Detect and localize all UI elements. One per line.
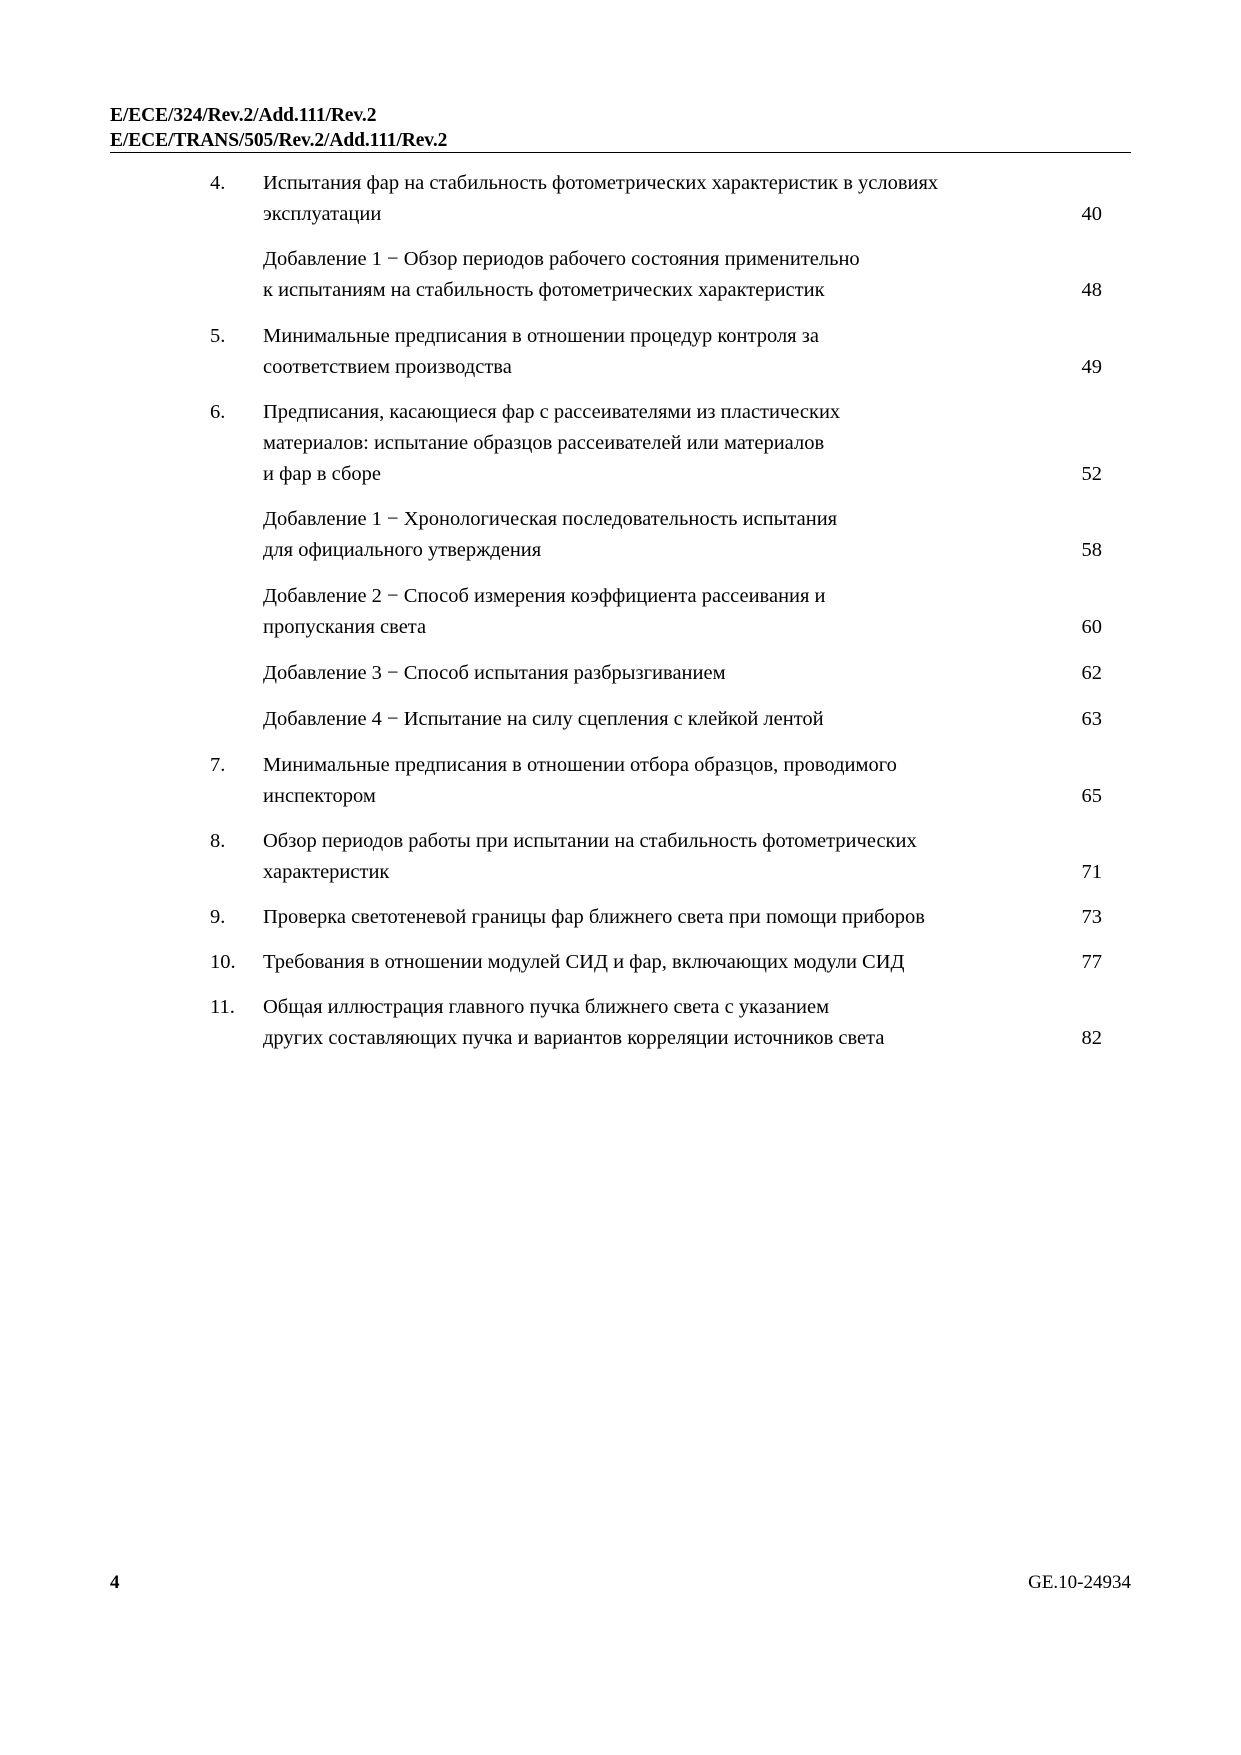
header-symbol-line-2: E/ECE/TRANS/505/Rev.2/Add.111/Rev.2 — [110, 130, 448, 151]
header-divider — [110, 152, 1131, 153]
toc-entry-number: 6. — [210, 401, 226, 423]
toc-entry-title — [263, 947, 1031, 978]
toc-entry[interactable] — [110, 504, 1131, 566]
toc-entry-title-line: Испытания фар на стабильность фотометрических характеристик в условиях — [263, 172, 939, 194]
toc-entry-page-number: 62 — [1081, 662, 1102, 684]
toc-entry-title-line: Добавление 4 − Испытание на силу сцепления с клейкой лентой — [263, 708, 824, 730]
toc-entry-title-line: других составляющих пучка и вариантов корреляции источников света — [263, 1027, 885, 1049]
toc-entry-title — [263, 321, 1031, 383]
toc-entry[interactable] — [110, 992, 1131, 1054]
toc-entry-page-number: 48 — [1081, 279, 1102, 301]
toc-entry-number — [110, 704, 263, 735]
toc-entry-number — [110, 504, 263, 535]
toc-entry-title — [263, 826, 1031, 888]
toc-entry-number: 4. — [210, 172, 226, 194]
toc-entry-number: 7. — [210, 754, 226, 776]
table-of-contents — [110, 168, 1131, 1068]
toc-entry-title-line: и фар в сборе — [263, 463, 382, 485]
toc-entry-title-line: Общая иллюстрация главного пучка ближнего света с указанием — [263, 996, 830, 1018]
toc-entry-number: 8. — [210, 830, 226, 852]
toc-entry-page-number: 52 — [1081, 463, 1102, 485]
toc-entry-title-line: Добавление 1 − Хронологическая последовательность испытания — [263, 508, 838, 530]
header-symbol-line-1: E/ECE/324/Rev.2/Add.111/Rev.2 — [110, 105, 377, 126]
footer-page-number: 4 — [110, 1572, 120, 1593]
document-header — [110, 103, 1131, 153]
toc-entry-title — [263, 704, 1031, 735]
toc-entry-page-number: 60 — [1081, 616, 1102, 638]
toc-entry-page-number: 40 — [1081, 203, 1102, 225]
toc-entry[interactable] — [110, 168, 1131, 230]
toc-entry-title-line: пропускания света — [263, 616, 427, 638]
toc-entry[interactable] — [110, 244, 1131, 306]
toc-entry-number: 10. — [210, 951, 236, 973]
toc-entry-page-number: 73 — [1081, 906, 1102, 928]
toc-entry-title — [263, 581, 1031, 643]
toc-entry[interactable] — [110, 826, 1131, 888]
toc-entry-title-line: Добавление 1 − Обзор периодов рабочего состояния применительно — [263, 248, 860, 270]
toc-entry-title-line: характеристик — [263, 861, 390, 883]
toc-entry-number: 5. — [210, 325, 226, 347]
toc-entry-page-number: 58 — [1081, 539, 1102, 561]
toc-entry-title-line: Проверка светотеневой границы фар ближнего света при помощи приборов — [263, 906, 925, 928]
toc-entry-number: 11. — [210, 996, 235, 1018]
toc-entry-title-line: Добавление 3 − Способ испытания разбрызгиванием — [263, 662, 726, 684]
toc-entry-title-line: материалов: испытание образцов рассеивателей или материалов — [263, 432, 825, 454]
toc-entry-page-number: 65 — [1081, 785, 1102, 807]
toc-entry[interactable] — [110, 704, 1131, 735]
toc-entry-title — [263, 902, 1031, 933]
toc-entry[interactable] — [110, 581, 1131, 643]
toc-entry-title — [263, 504, 1031, 566]
toc-entry-title-line: соответствием производства — [263, 356, 512, 378]
toc-entry-page-number: 77 — [1081, 951, 1102, 973]
toc-entry-title-line: для официального утверждения — [263, 539, 542, 561]
toc-entry[interactable] — [110, 321, 1131, 383]
toc-entry-title-line: Предписания, касающиеся фар с рассеивателями из пластических — [263, 401, 841, 423]
toc-entry[interactable] — [110, 397, 1131, 490]
toc-entry[interactable] — [110, 750, 1131, 812]
toc-entry[interactable] — [110, 902, 1131, 933]
toc-entry-title-line: к испытаниям на стабильность фотометрических характеристик — [263, 279, 825, 301]
toc-entry-title-line: Минимальные предписания в отношении процедур контроля за — [263, 325, 819, 347]
toc-entry[interactable] — [110, 658, 1131, 689]
toc-entry-title — [263, 244, 1031, 306]
toc-entry-page-number: 82 — [1081, 1027, 1102, 1049]
footer-document-code: GE.10-24934 — [1028, 1572, 1131, 1593]
toc-entry-title-line: эксплуатации — [263, 203, 382, 225]
toc-entry-number — [110, 244, 263, 275]
toc-entry-title — [263, 397, 1031, 490]
toc-entry-page-number: 71 — [1081, 861, 1102, 883]
toc-entry-title-line: Добавление 2 − Способ измерения коэффициента рассеивания и — [263, 585, 826, 607]
toc-entry-title-line: Обзор периодов работы при испытании на стабильность фотометрических — [263, 830, 917, 852]
toc-entry-number — [110, 581, 263, 612]
toc-entry-page-number: 49 — [1081, 356, 1102, 378]
toc-entry-title — [263, 168, 1031, 230]
toc-entry-title — [263, 658, 1031, 689]
toc-entry-number — [110, 658, 263, 689]
toc-entry-title — [263, 992, 1031, 1054]
toc-entry-title-line: инспектором — [263, 785, 376, 807]
toc-entry-number: 9. — [210, 906, 226, 928]
toc-entry-title-line: Минимальные предписания в отношении отбора образцов, проводимого — [263, 754, 897, 776]
toc-entry-page-number: 63 — [1081, 708, 1102, 730]
toc-entry[interactable] — [110, 947, 1131, 978]
toc-entry-title-line: Требования в отношении модулей СИД и фар, включающих модули СИД — [263, 951, 905, 973]
toc-entry-title — [263, 750, 1031, 812]
